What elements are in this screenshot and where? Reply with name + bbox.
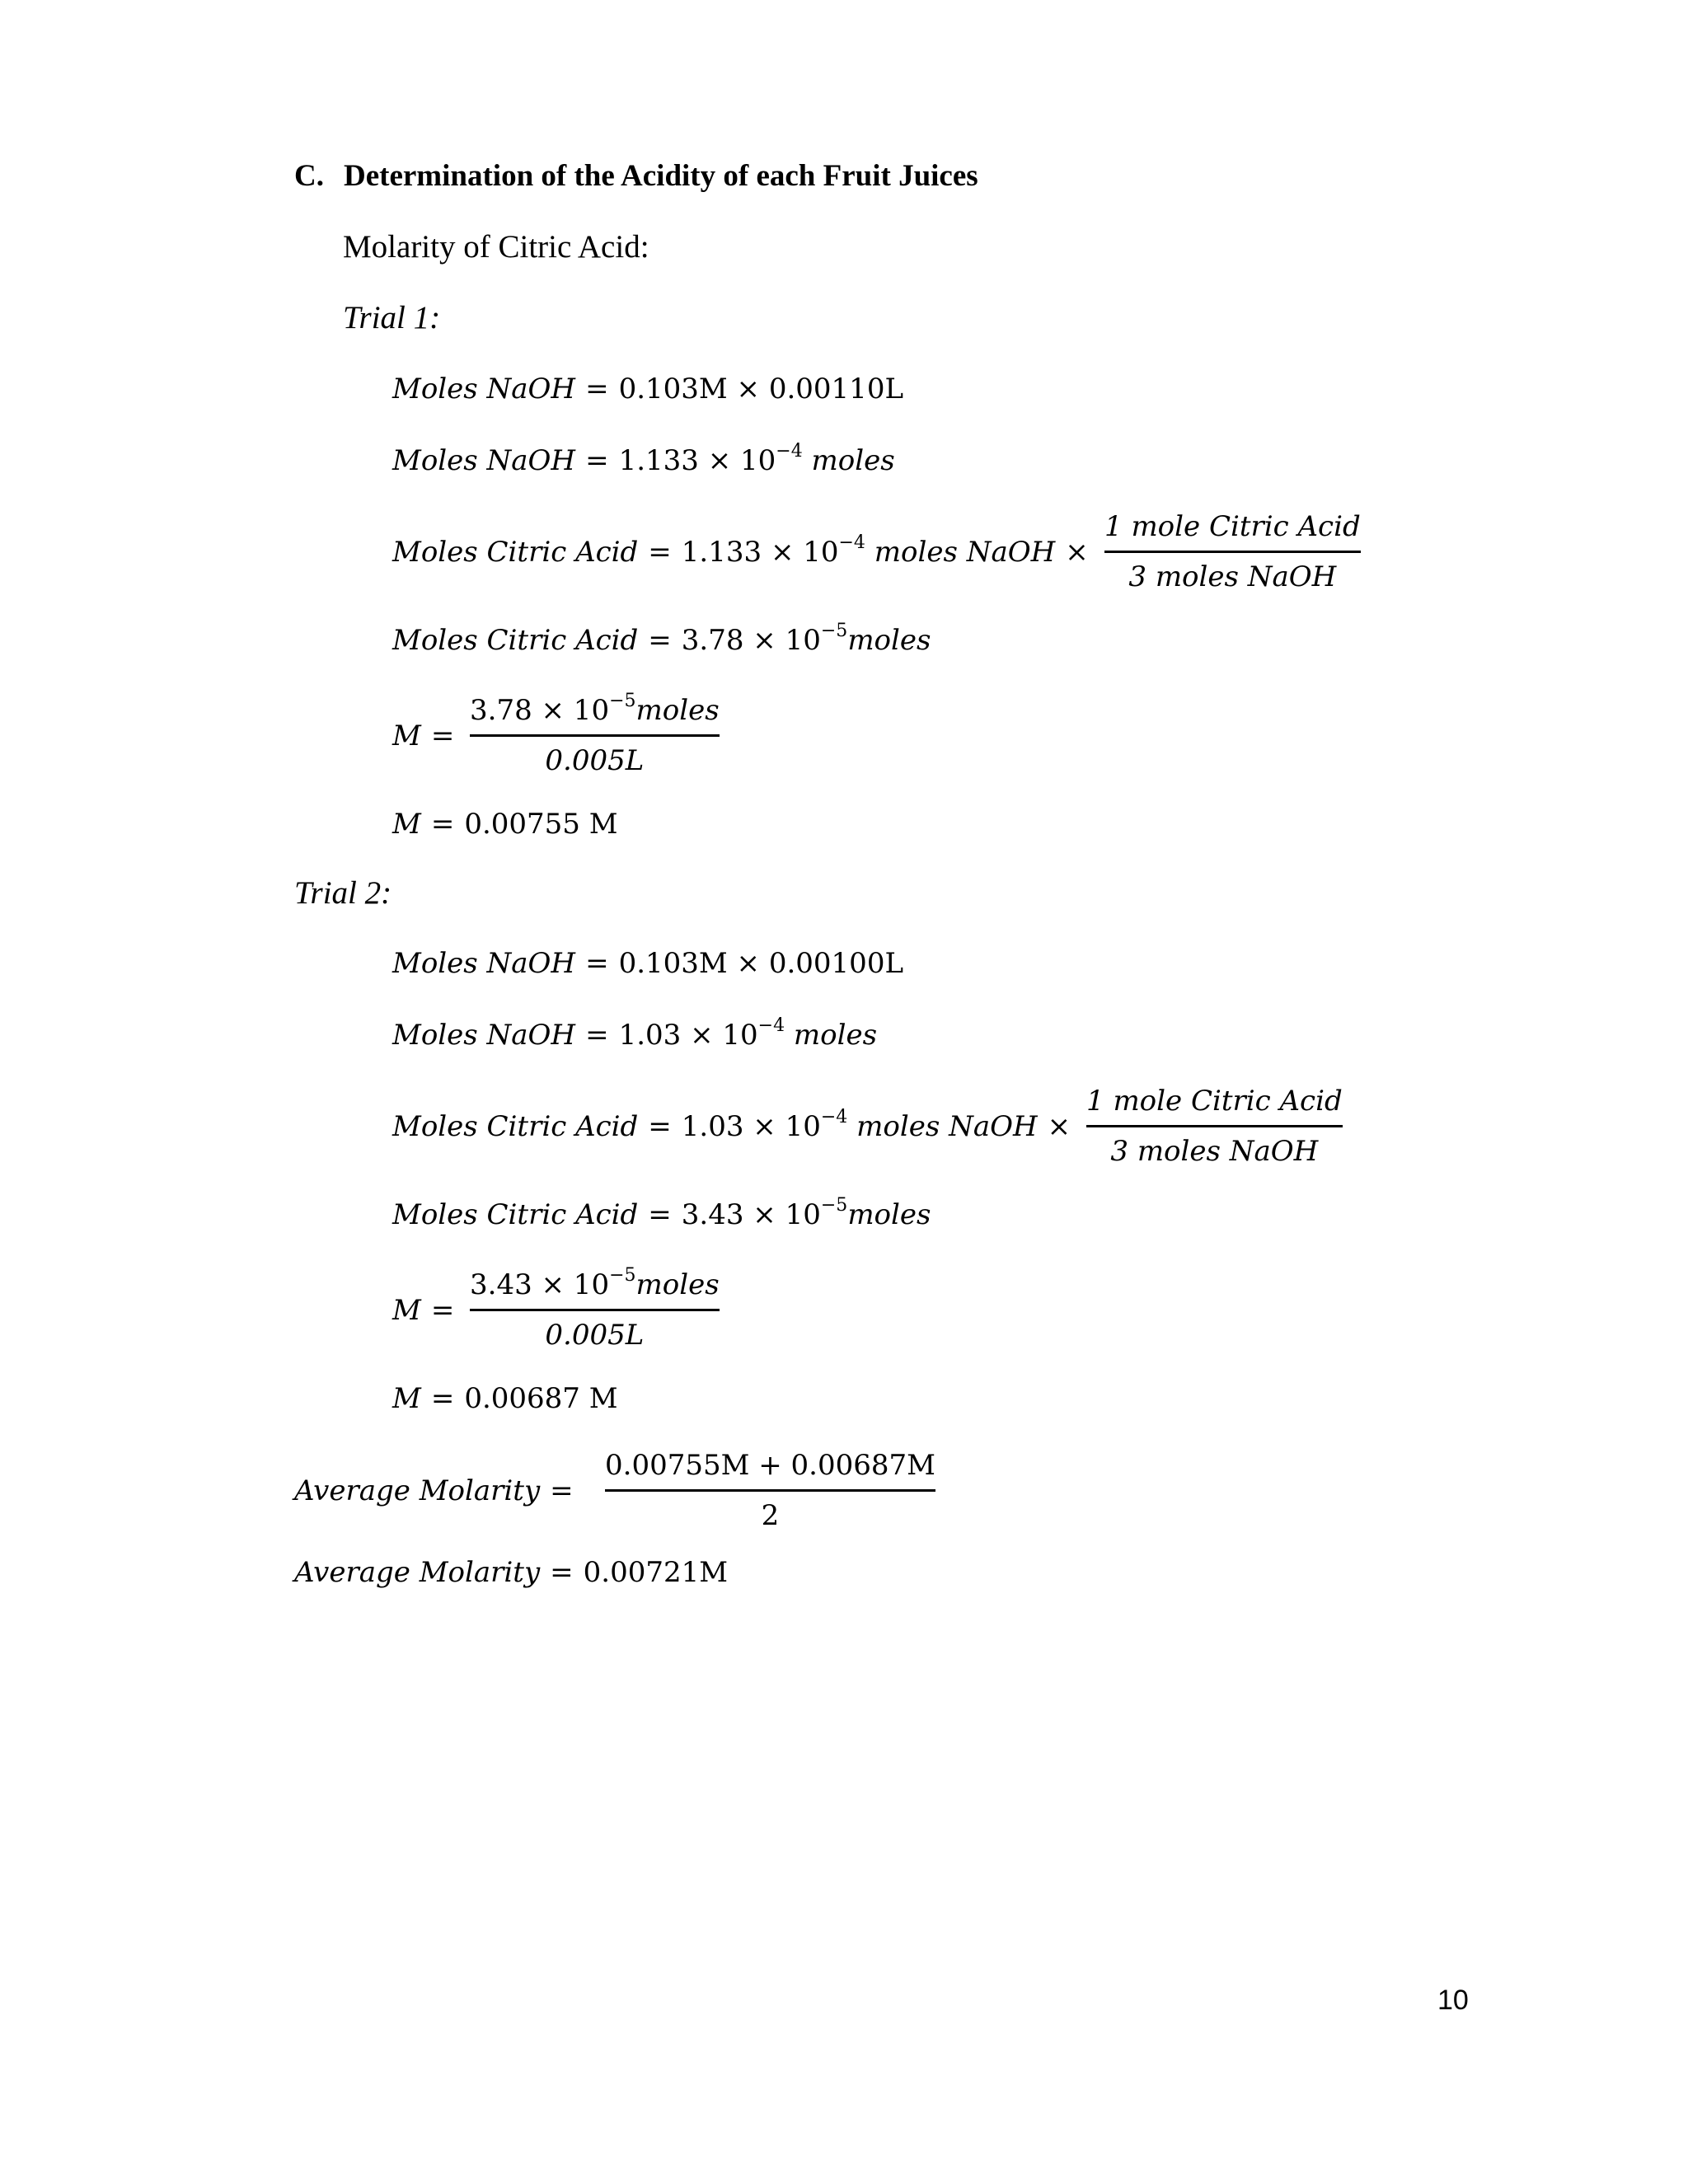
section-title: Determination of the Acidity of each Fruit Juices [344,159,978,193]
average-eq-result [294,1556,729,1589]
fraction-denominator: 0.005L [545,1319,645,1352]
eq-rhs-unit: moles [793,1019,878,1052]
eq-rhs-unit: moles [811,444,895,477]
trial2-eq-molarity-lhs [392,1294,464,1327]
eq-rhs-exponent: −4 [757,1015,785,1036]
trial1-conversion-fraction [1104,510,1361,593]
page-number: 10 [1437,1985,1469,2016]
eq-rhs: 0.103M × 0.00110L [618,373,904,405]
eq-lhs: Moles NaOH [392,444,576,477]
intro-text: Molarity of Citric Acid: [343,229,649,265]
trial1-eq-moles-naoh [392,375,903,403]
numerator-unit: moles [635,1268,720,1301]
equals-sign: = [648,624,672,657]
fraction-denominator: 3 moles NaOH [1128,560,1337,593]
average-eq-lhs [294,1474,584,1507]
trial1-eq-moles-naoh-result [392,441,895,477]
eq-rhs-unit: moles NaOH [874,536,1056,569]
eq-lhs: Moles NaOH [392,947,576,980]
eq-rhs: 0.00721M [583,1556,729,1589]
numerator-unit: moles [635,694,720,727]
equals-sign: = [430,1294,455,1327]
equals-sign: = [585,947,609,980]
trial2-conversion-fraction [1086,1085,1343,1168]
section-number: C. [294,159,324,193]
numerator-exponent: −5 [609,1265,636,1286]
eq-rhs-base: 1.133 × 10 [681,536,839,569]
fraction-numerator [470,1265,720,1309]
average-fraction [605,1451,935,1530]
equals-sign: = [648,536,672,569]
eq-lhs: M [392,1294,421,1327]
eq-rhs-exponent: −4 [776,441,803,462]
eq-rhs-base: 1.03 × 10 [681,1110,821,1143]
times-sign: × [1047,1110,1071,1143]
eq-lhs: Moles Citric Acid [392,624,639,657]
eq-rhs-exponent: −4 [838,532,865,553]
trial2-eq-citric-acid [392,1107,1081,1143]
equals-sign: = [430,808,455,841]
eq-rhs: 0.00755 M [464,808,618,841]
trial1-eq-molarity-result [392,808,618,841]
fraction-denominator: 2 [761,1499,780,1532]
fraction-denominator: 3 moles NaOH [1110,1135,1319,1168]
eq-lhs: M [392,719,421,752]
eq-rhs: 0.103M × 0.00100L [618,947,904,980]
eq-rhs-base: 3.78 × 10 [681,624,821,657]
numerator-base: 3.43 × 10 [470,1268,610,1301]
trial1-eq-molarity-lhs [392,719,464,752]
equals-sign: = [585,444,609,477]
trial1-label: Trial 1: [343,300,441,335]
eq-rhs-exponent: −5 [820,1195,848,1216]
equals-sign: = [550,1556,574,1589]
fraction-numerator: 1 mole Citric Acid [1104,510,1361,543]
eq-lhs: Moles Citric Acid [392,1110,639,1143]
equals-sign: = [585,373,609,405]
fraction-numerator: 1 mole Citric Acid [1086,1085,1343,1118]
equals-sign: = [648,1198,672,1231]
eq-rhs-base: 1.03 × 10 [618,1019,758,1052]
equals-sign: = [430,1382,455,1415]
section-heading [294,158,978,194]
eq-rhs-unit: moles NaOH [856,1110,1038,1143]
trial1-eq-citric-acid-result [392,621,931,657]
equals-sign: = [648,1110,672,1143]
eq-lhs: M [392,808,421,841]
eq-lhs: Moles Citric Acid [392,1198,639,1231]
eq-rhs-unit: moles [847,624,931,657]
equals-sign: = [430,719,455,752]
eq-rhs: 0.00687 M [464,1382,618,1415]
eq-lhs: Moles NaOH [392,1019,576,1052]
eq-lhs: Moles Citric Acid [392,536,639,569]
times-sign: × [1065,536,1089,569]
eq-rhs-base: 3.43 × 10 [681,1198,821,1231]
trial2-molarity-fraction [470,1265,720,1352]
numerator-base: 3.78 × 10 [470,694,610,727]
eq-lhs: Average Molarity [294,1556,541,1589]
eq-rhs-exponent: −4 [820,1107,848,1127]
eq-rhs-unit: moles [847,1198,931,1231]
eq-lhs: M [392,1382,421,1415]
trial1-molarity-fraction [470,691,720,777]
trial2-eq-moles-naoh-result [392,1015,878,1052]
eq-rhs-exponent: −5 [820,621,848,641]
fraction-numerator: 0.00755M + 0.00687M [605,1449,935,1482]
eq-rhs-base: 1.133 × 10 [618,444,776,477]
trial2-eq-moles-naoh [392,947,904,980]
fraction-denominator: 0.005L [545,744,645,777]
numerator-exponent: −5 [609,691,636,711]
trial2-label: Trial 2: [294,875,392,911]
trial2-eq-molarity-result [392,1382,618,1415]
trial2-eq-citric-acid-result [392,1195,931,1231]
trial1-eq-citric-acid [392,532,1099,569]
equals-sign: = [585,1019,609,1052]
equals-sign: = [550,1474,574,1507]
fraction-numerator [470,691,720,734]
eq-lhs: Moles NaOH [392,373,576,405]
eq-lhs: Average Molarity [294,1474,541,1507]
